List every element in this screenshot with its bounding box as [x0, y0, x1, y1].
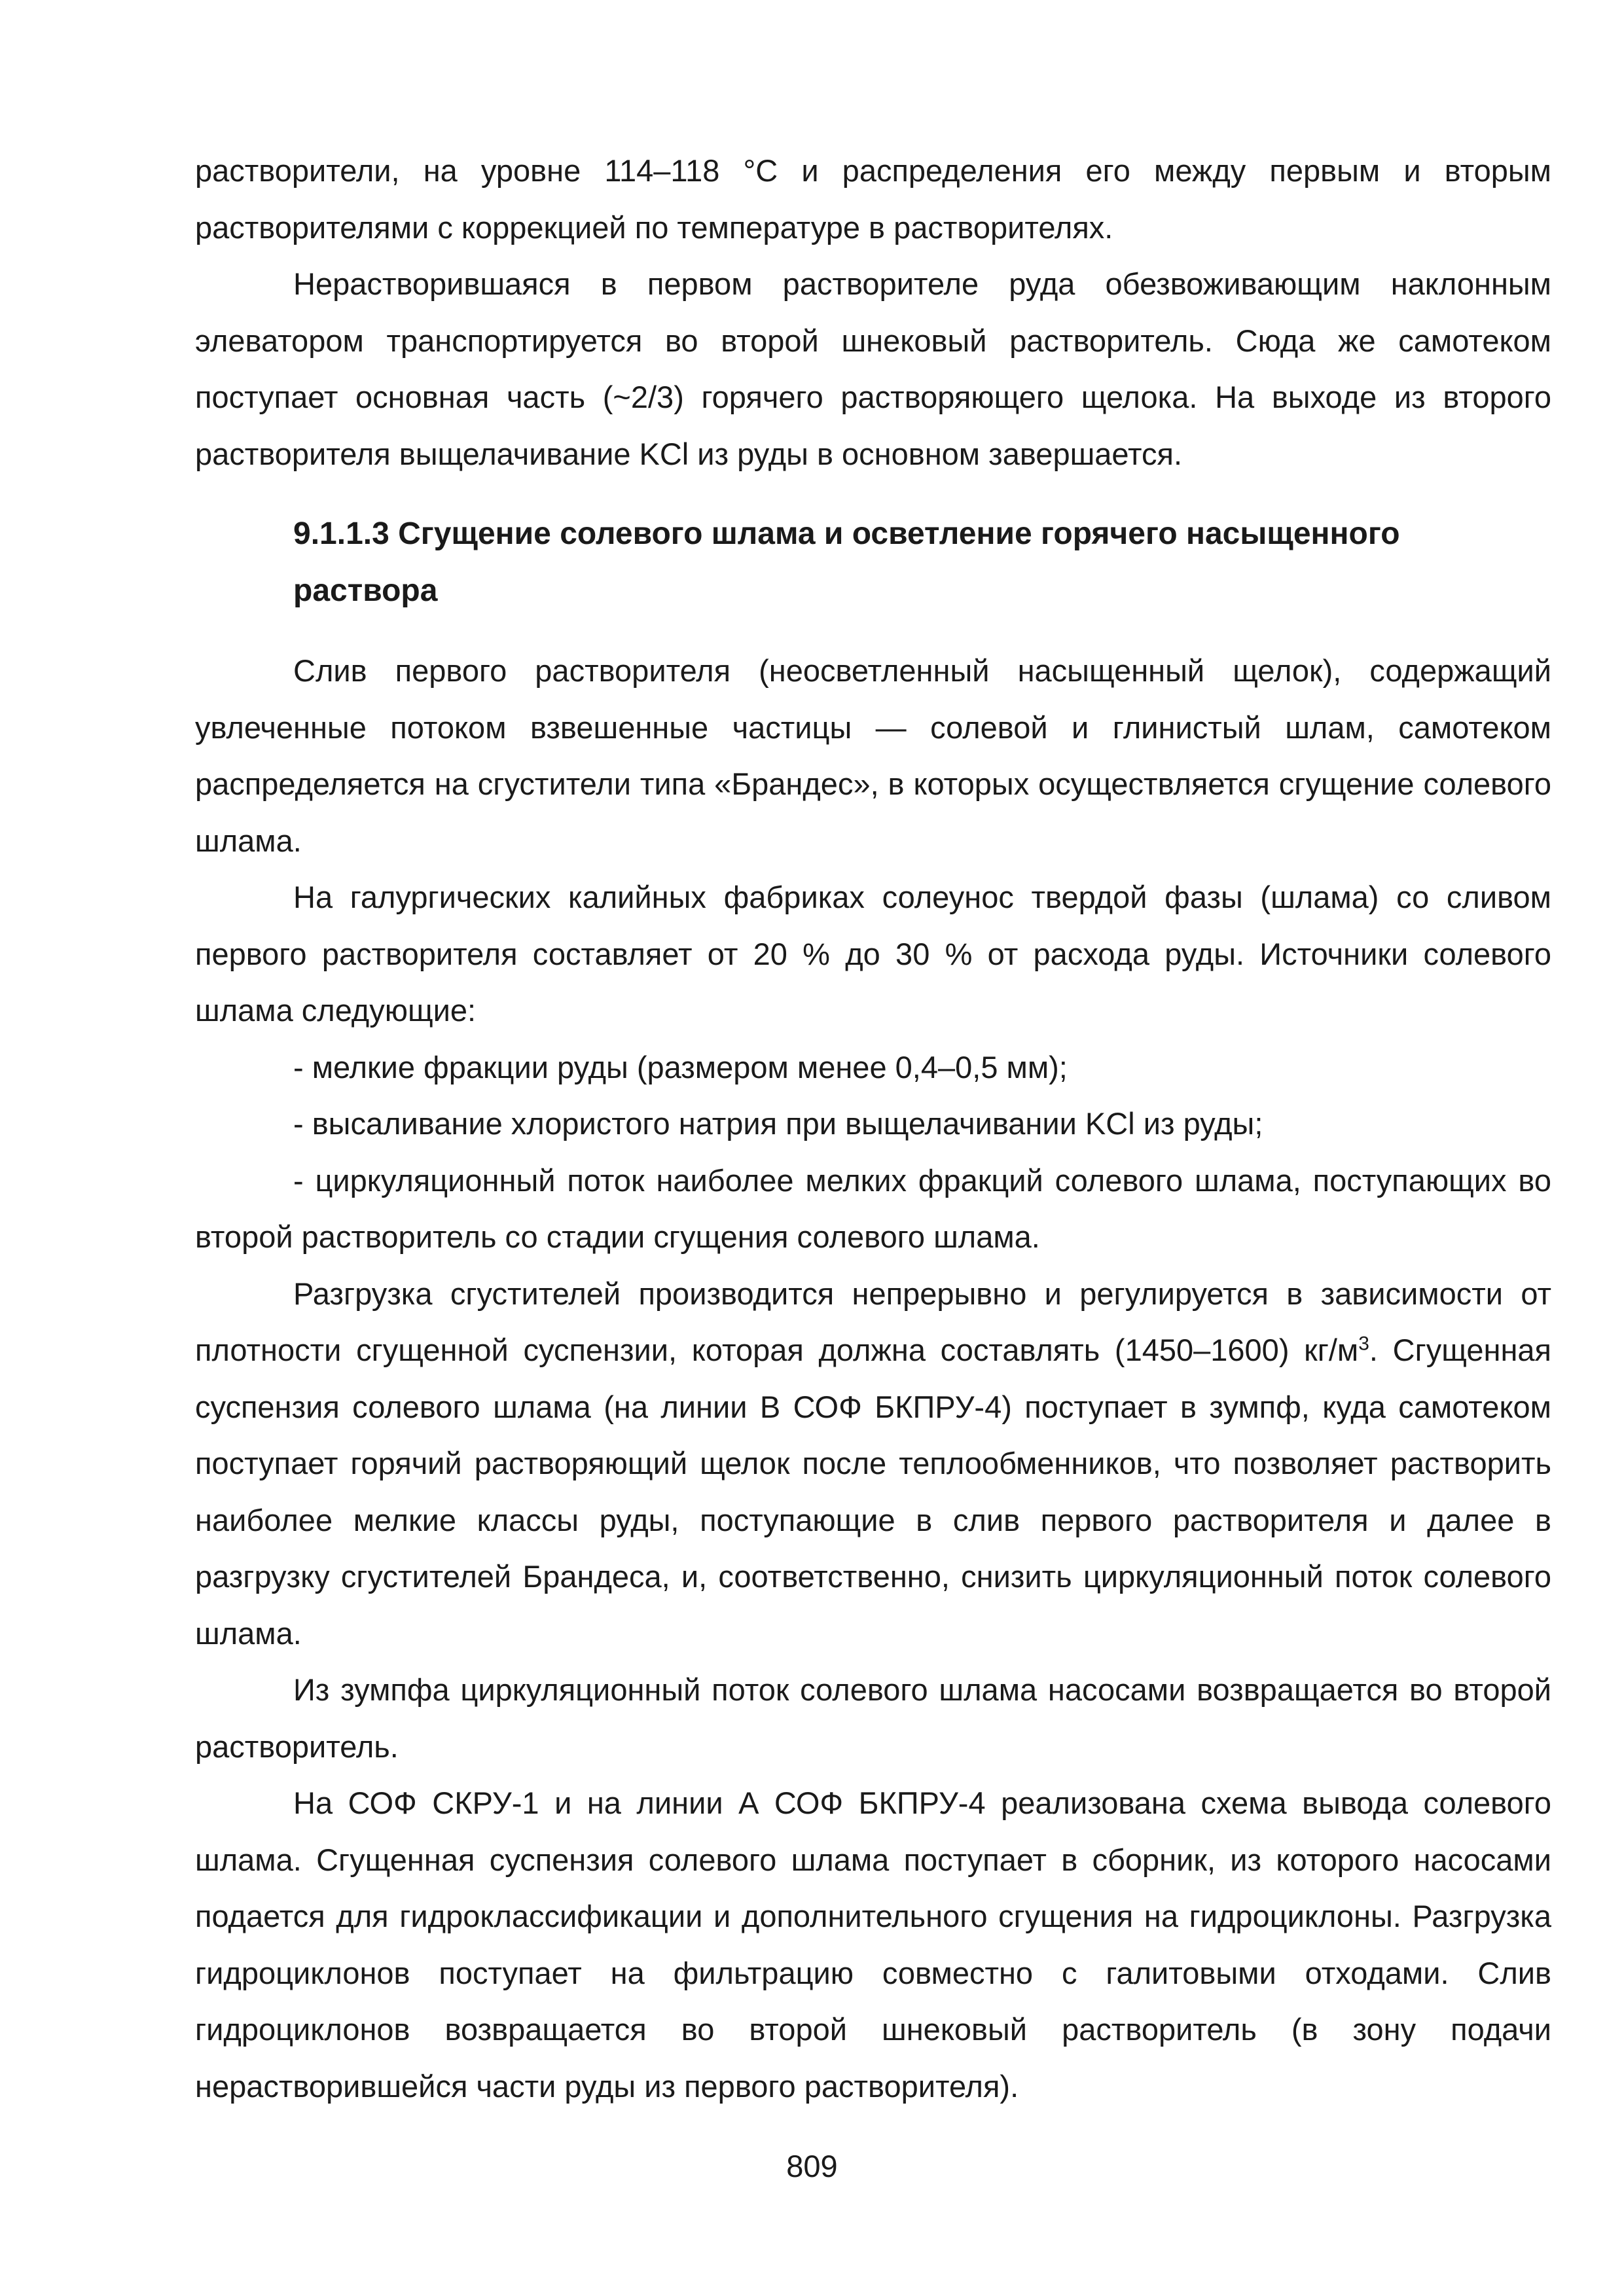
superscript-exponent: 3: [1358, 1333, 1369, 1355]
paragraph: На галургических калийных фабриках солеунос твердой фазы (шлама) со сливом первого растворителя составляет от 20 % до 30 % от расхода руды. Источники солевого шлама следующие:: [195, 880, 1551, 1028]
document-body: [195, 143, 1551, 2115]
list-item: - высаливание хлористого натрия при выщелачивании KCl из руды;: [293, 1106, 1263, 1141]
paragraph: На СОФ СКРУ-1 и на линии А СОФ БКПРУ-4 реализована схема вывода солевого шлама. Сгущенная суспензия солевого шлама поступает в сборник, из которого насосами подается для гидроклассификации и дополнительного сгущения на гидроциклоны. Разгрузка гидроциклонов поступает на фильтрацию совместно с галитовыми отходами. Слив гидроциклонов возвращается во второй шнековый растворитель (в зону подачи нерастворившейся части руды из первого растворителя).: [195, 1785, 1551, 2104]
paragraph-density: [195, 1266, 1551, 1662]
paragraph: Нерастворившаяся в первом растворителе руда обезвоживающим наклонным элеватором транспортируется во второй шнековый растворитель. Сюда же самотеком поступает основная часть (~2/3) горячего растворяющего щелока. На выходе из второго растворителя выщелачивание KCl из руды в основном завершается.: [195, 266, 1551, 471]
paragraph-density-text-end: . Сгущенная суспензия солевого шлама (на линии В СОФ БКПРУ-4) поступает в зумпф, куда самотеком поступает горячий растворяющий щелок после теплообменников, что позволяет растворить наиболее мелкие классы руды, поступающие в слив первого растворителя и далее в разгрузку сгустителей Брандеса, и, соответственно, снизить циркуляционный поток солевого шлама.: [195, 1333, 1551, 1651]
page-number: 809: [786, 2149, 838, 2183]
list-item: - мелкие фракции руды (размером менее 0,4–0,5 мм);: [293, 1049, 1068, 1085]
list-item: - циркуляционный поток наиболее мелких фракций солевого шлама, поступающих во второй растворитель со стадии сгущения солевого шлама.: [195, 1162, 1551, 1254]
paragraph-continuation: растворители, на уровне 114–118 °С и распределения его между первым и вторым растворителями с коррекцией по температуре в растворителях.: [195, 153, 1551, 245]
paragraph: Из зумпфа циркуляционный поток солевого шлама насосами возвращается во второй растворитель.: [195, 1672, 1551, 1764]
paragraph-density-text-start: Разгрузка сгустителей производится непрерывно и регулируется в зависимости от плотности сгущенной суспензии, которая должна составлять (1450–1600) кг/м: [195, 1276, 1551, 1367]
paragraph: Слив первого растворителя (неосветленный насыщенный щелок), содержащий увлеченные потоком взвешенные частицы — солевой и глинистый шлам, самотеком распределяется на сгустители типа «Брандес», в которых осуществляется сгущение солевого шлама.: [195, 653, 1551, 858]
section-heading: 9.1.1.3 Сгущение солевого шлама и осветление горячего насыщенного раствора: [293, 516, 1400, 608]
